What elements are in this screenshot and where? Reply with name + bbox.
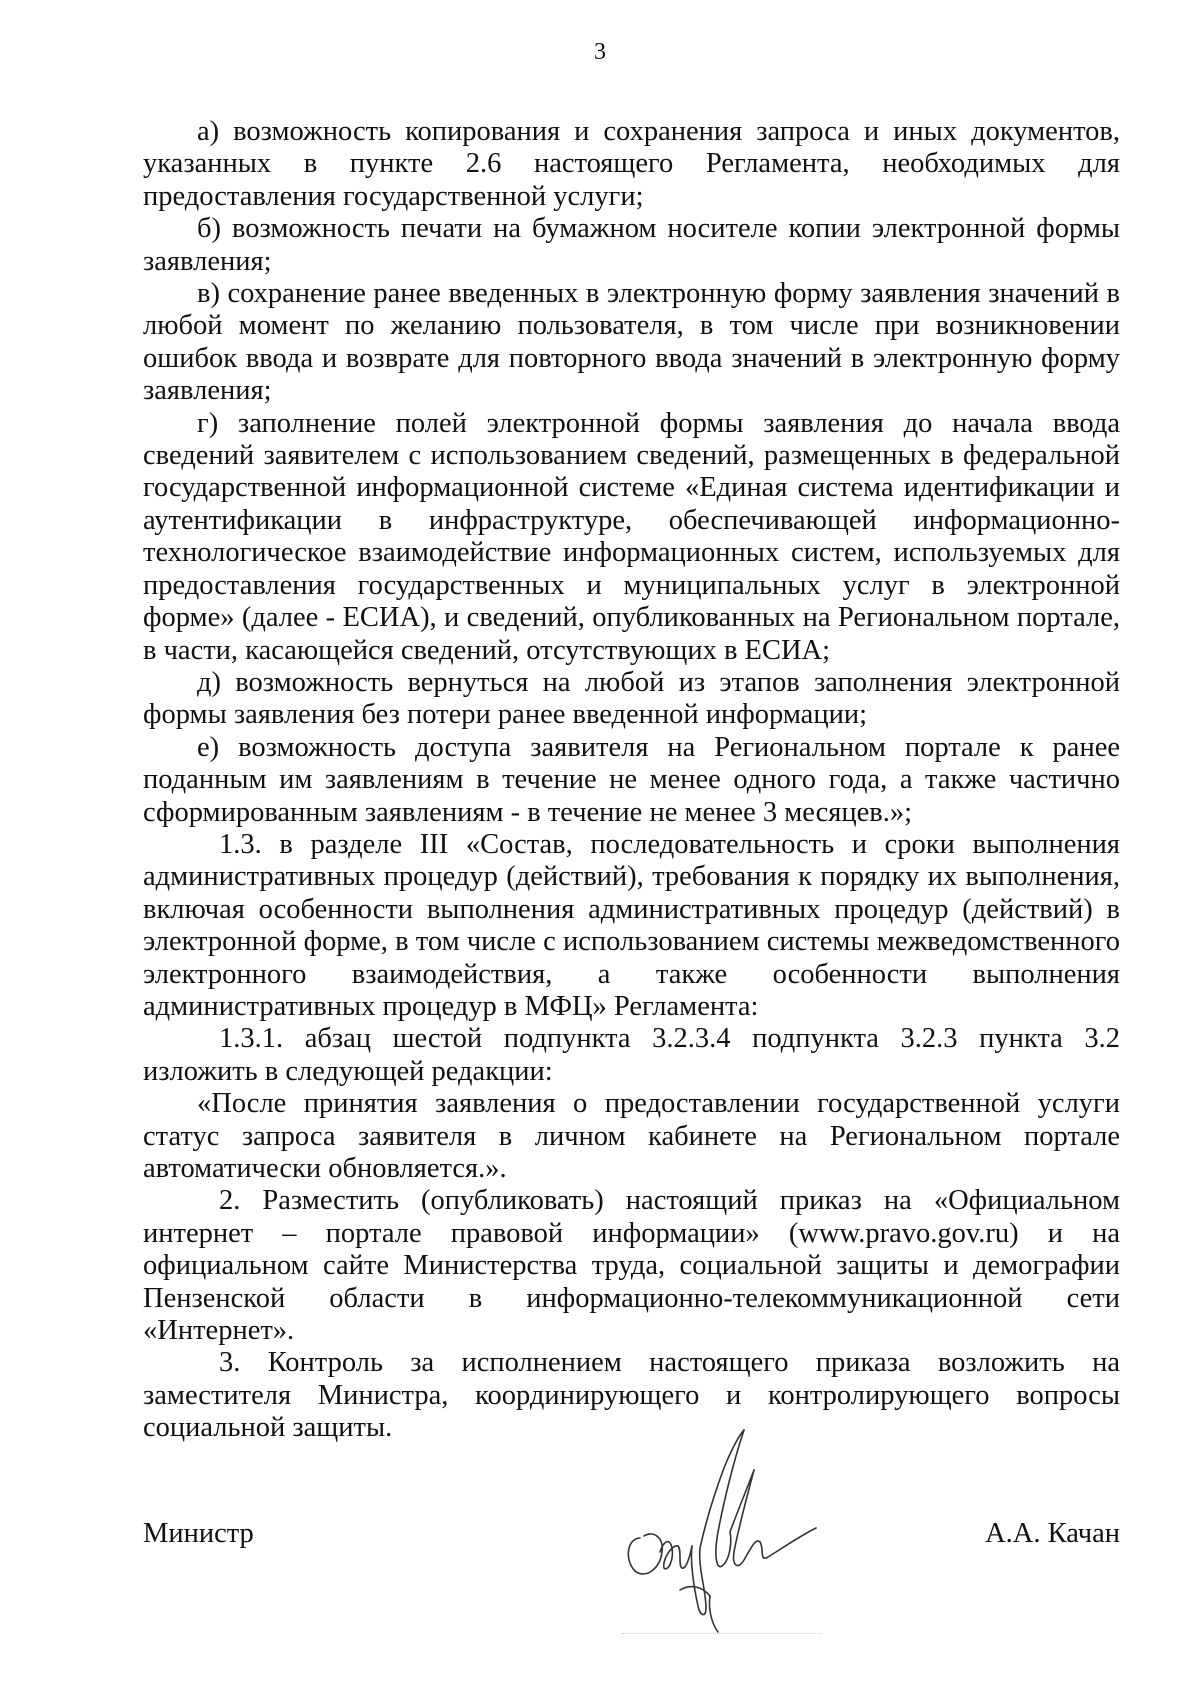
handwritten-signature <box>620 1420 830 1640</box>
paragraph-b: б) возможность печати на бумажном носителе копии электронной формы заявления; <box>143 213 1120 277</box>
paragraph-g: г) заполнение полей электронной формы заявления до начала ввода сведений заявителем с использованием сведений, размещенных в федеральной государственной информационной системе «Единая система идентификации и аутентификации в инфраструктуре, обеспечивающей информационно-технологическое взаимодействие информационных систем, используемых для предоставления государственных и муниципальных услуг в электронной форме» (далее - ЕСИА), и сведений, опубликованных на Региональном портале, в части, касающейся сведений, отсутствующих в ЕСИА; <box>143 407 1120 666</box>
signatory-title: Министр <box>143 1518 254 1549</box>
paragraph-1-3-1: 1.3.1. абзац шестой подпункта 3.2.3.4 подпункта 3.2.3 пункта 3.2 изложить в следующей редакции: <box>143 1023 1120 1087</box>
page-number: 3 <box>594 39 606 65</box>
paragraph-2: 2. Разместить (опубликовать) настоящий приказ на «Официальном интернет – портале правовой информации» (www.pravo.gov.ru) и на официальном сайте Министерства труда, социальной защиты и демографии Пензенской области в информационно-телекоммуникационной сети «Интернет». <box>143 1185 1120 1347</box>
paragraph-d: д) возможность вернуться на любой из этапов заполнения электронной формы заявления без потери ранее введенной информации; <box>143 666 1120 731</box>
paragraph-v: в) сохранение ранее введенных в электронную форму заявления значений в любой момент по желанию пользователя, в том числе при возникновении ошибок ввода и возврате для повторного ввода значений в электронную форму заявления; <box>143 278 1120 407</box>
paragraph-e: е) возможность доступа заявителя на Региональном портале к ранее поданным им заявлениям в течение не менее одного года, а также частично сформированным заявлениям - в течение не менее 3 месяцев.»; <box>143 731 1120 828</box>
signature-dotted-line <box>622 1633 822 1634</box>
paragraph-1-3: 1.3. в разделе III «Состав, последовательность и сроки выполнения административных процедур (действий), требования к порядку их выполнения, включая особенности выполнения административных процедур (действий) в электронной форме, в том числе с использованием системы межведомственного электронного взаимодействия, а также особенности выполнения административных процедур в МФЦ» Регламента: <box>143 828 1120 1022</box>
paragraph-quote: «После принятия заявления о предоставлении государственной услуги статус запроса заявителя в личном кабинете на Региональном портале автоматически обновляется.». <box>143 1088 1120 1184</box>
signatory-name: А.А. Качан <box>985 1518 1120 1549</box>
paragraph-a: а) возможность копирования и сохранения запроса и иных документов, указанных в пункте 2.6 настоящего Регламента, необходимых для предоставления государственной услуги; <box>143 116 1120 212</box>
paragraph-3: 3. Контроль за исполнением настоящего приказа возложить на заместителя Министра, координирующего и контролирующего вопросы социальной защиты. <box>143 1347 1120 1444</box>
document-body <box>143 116 1120 1445</box>
